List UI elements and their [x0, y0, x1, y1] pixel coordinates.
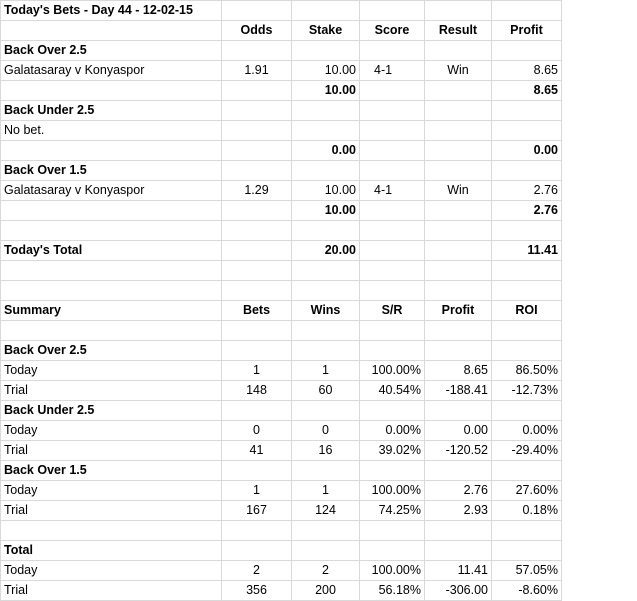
empty-cell[interactable]	[360, 121, 425, 141]
empty-cell[interactable]	[425, 401, 492, 421]
bets-cell[interactable]: 148	[222, 381, 292, 401]
empty-cell[interactable]	[425, 201, 492, 221]
bets-cell[interactable]: 1	[222, 361, 292, 381]
empty-cell[interactable]	[425, 461, 492, 481]
section-row	[1, 101, 562, 121]
bet-row	[1, 61, 562, 81]
empty-row	[1, 321, 562, 341]
wins-cell[interactable]: 124	[292, 501, 360, 521]
todays-total-row	[1, 241, 562, 261]
empty-cell[interactable]	[492, 321, 562, 341]
empty-cell[interactable]	[292, 281, 360, 301]
empty-cell[interactable]	[292, 161, 360, 181]
sr-cell[interactable]: 74.25%	[360, 501, 425, 521]
stake-cell[interactable]: 10.00	[292, 181, 360, 201]
empty-cell[interactable]	[360, 261, 425, 281]
profit-cell[interactable]: 8.65	[492, 61, 562, 81]
result-cell[interactable]: Win	[425, 61, 492, 81]
summary-section-name[interactable]: Back Over 2.5	[1, 341, 222, 361]
empty-row	[1, 281, 562, 301]
empty-cell[interactable]	[492, 401, 562, 421]
result-cell[interactable]: Win	[425, 181, 492, 201]
empty-cell[interactable]	[425, 81, 492, 101]
empty-cell[interactable]	[360, 81, 425, 101]
empty-cell[interactable]	[222, 121, 292, 141]
summary-section-name[interactable]: Back Over 1.5	[1, 461, 222, 481]
empty-cell[interactable]	[222, 1, 292, 21]
roi-cell[interactable]: 27.60%	[492, 481, 562, 501]
wins-cell[interactable]: 2	[292, 561, 360, 581]
section-name[interactable]: Back Over 2.5	[1, 41, 222, 61]
empty-cell[interactable]	[222, 521, 292, 541]
sr-cell[interactable]: 56.18%	[360, 581, 425, 601]
empty-cell[interactable]	[360, 161, 425, 181]
empty-cell[interactable]	[1, 21, 222, 41]
empty-cell[interactable]	[492, 121, 562, 141]
empty-cell[interactable]	[360, 281, 425, 301]
summary-today-row	[1, 421, 562, 441]
sr-cell[interactable]: 39.02%	[360, 441, 425, 461]
subtotal-stake[interactable]: 10.00	[292, 201, 360, 221]
profit-cell[interactable]: 0.00	[425, 421, 492, 441]
empty-cell[interactable]	[222, 41, 292, 61]
sheet-row	[1, 1, 562, 21]
empty-cell[interactable]	[222, 321, 292, 341]
empty-cell[interactable]	[425, 261, 492, 281]
empty-cell[interactable]	[425, 41, 492, 61]
sr-cell[interactable]: 0.00%	[360, 421, 425, 441]
section-row	[1, 161, 562, 181]
empty-cell[interactable]	[292, 521, 360, 541]
odds-cell[interactable]: 1.91	[222, 61, 292, 81]
row-label[interactable]: Today	[1, 561, 222, 581]
section-name[interactable]: Back Under 2.5	[1, 101, 222, 121]
empty-cell[interactable]	[222, 401, 292, 421]
subtotal-stake[interactable]: 0.00	[292, 141, 360, 161]
empty-cell[interactable]	[222, 101, 292, 121]
wins-cell[interactable]: 16	[292, 441, 360, 461]
empty-cell[interactable]	[360, 101, 425, 121]
empty-cell[interactable]	[222, 541, 292, 561]
empty-cell[interactable]	[425, 141, 492, 161]
empty-cell[interactable]	[492, 261, 562, 281]
empty-cell[interactable]	[1, 521, 222, 541]
sr-cell[interactable]: 100.00%	[360, 361, 425, 381]
roi-cell[interactable]: -8.60%	[492, 581, 562, 601]
sr-cell[interactable]: 100.00%	[360, 561, 425, 581]
summary-header-row	[1, 301, 562, 321]
subtotal-row	[1, 201, 562, 221]
empty-cell[interactable]	[1, 281, 222, 301]
profit-cell[interactable]: 8.65	[425, 361, 492, 381]
header-summary-profit[interactable]: Profit	[425, 301, 492, 321]
empty-cell[interactable]	[492, 1, 562, 21]
empty-cell[interactable]	[1, 201, 222, 221]
empty-cell[interactable]	[1, 221, 222, 241]
empty-cell[interactable]	[292, 1, 360, 21]
empty-cell[interactable]	[425, 521, 492, 541]
empty-cell[interactable]	[492, 341, 562, 361]
bets-cell[interactable]: 41	[222, 441, 292, 461]
empty-cell[interactable]	[360, 521, 425, 541]
wins-cell[interactable]: 1	[292, 481, 360, 501]
empty-cell[interactable]	[425, 241, 492, 261]
empty-cell[interactable]	[360, 241, 425, 261]
empty-cell[interactable]	[292, 321, 360, 341]
sheet-title[interactable]: Today's Bets - Day 44 - 12-02-15	[1, 1, 222, 21]
row-label[interactable]: Trial	[1, 441, 222, 461]
subtotal-row	[1, 81, 562, 101]
summary-today-row	[1, 481, 562, 501]
summary-trial-row	[1, 441, 562, 461]
empty-cell[interactable]	[222, 341, 292, 361]
empty-cell[interactable]	[292, 221, 360, 241]
stake-cell[interactable]: 10.00	[292, 61, 360, 81]
score-cell[interactable]: 4-1	[360, 61, 425, 81]
subtotal-stake[interactable]: 10.00	[292, 81, 360, 101]
match-cell[interactable]: Galatasaray v Konyaspor	[1, 61, 222, 81]
empty-cell[interactable]	[222, 281, 292, 301]
sr-cell[interactable]: 100.00%	[360, 481, 425, 501]
summary-trial-row	[1, 381, 562, 401]
empty-cell[interactable]	[292, 261, 360, 281]
empty-cell[interactable]	[360, 321, 425, 341]
empty-cell[interactable]	[222, 221, 292, 241]
empty-cell[interactable]	[1, 141, 222, 161]
profit-cell[interactable]: 2.76	[425, 481, 492, 501]
summary-section-name[interactable]: Back Under 2.5	[1, 401, 222, 421]
header-result[interactable]: Result	[425, 21, 492, 41]
summary-section-row	[1, 461, 562, 481]
no-bet-note[interactable]: No bet.	[1, 121, 222, 141]
header-profit[interactable]: Profit	[492, 21, 562, 41]
row-label[interactable]: Today	[1, 421, 222, 441]
bets-cell[interactable]: 167	[222, 501, 292, 521]
empty-row	[1, 521, 562, 541]
empty-cell[interactable]	[492, 101, 562, 121]
summary-today-row	[1, 561, 562, 581]
empty-cell[interactable]	[360, 41, 425, 61]
row-label[interactable]: Today	[1, 361, 222, 381]
header-stake[interactable]: Stake	[292, 21, 360, 41]
empty-cell[interactable]	[360, 201, 425, 221]
bets-cell[interactable]: 2	[222, 561, 292, 581]
empty-cell[interactable]	[360, 461, 425, 481]
profit-cell[interactable]: 2.93	[425, 501, 492, 521]
note-row	[1, 121, 562, 141]
empty-cell[interactable]	[425, 121, 492, 141]
empty-cell[interactable]	[425, 101, 492, 121]
profit-cell[interactable]: -188.41	[425, 381, 492, 401]
header-roi[interactable]: ROI	[492, 301, 562, 321]
summary-section-row	[1, 401, 562, 421]
wins-cell[interactable]: 1	[292, 361, 360, 381]
wins-cell[interactable]: 60	[292, 381, 360, 401]
summary-section-row	[1, 541, 562, 561]
empty-cell[interactable]	[425, 1, 492, 21]
subtotal-row	[1, 141, 562, 161]
empty-cell[interactable]	[425, 541, 492, 561]
bets-cell[interactable]: 356	[222, 581, 292, 601]
empty-cell[interactable]	[222, 161, 292, 181]
empty-cell[interactable]	[360, 401, 425, 421]
empty-cell[interactable]	[360, 221, 425, 241]
score-cell[interactable]: 4-1	[360, 181, 425, 201]
empty-cell[interactable]	[292, 461, 360, 481]
summary-title[interactable]: Summary	[1, 301, 222, 321]
wins-cell[interactable]: 0	[292, 421, 360, 441]
todays-total-profit[interactable]: 11.41	[492, 241, 562, 261]
section-row	[1, 41, 562, 61]
empty-cell[interactable]	[425, 341, 492, 361]
roi-cell[interactable]: 86.50%	[492, 361, 562, 381]
empty-cell[interactable]	[492, 281, 562, 301]
bets-header-row	[1, 21, 562, 41]
empty-cell[interactable]	[292, 121, 360, 141]
subtotal-profit[interactable]: 0.00	[492, 141, 562, 161]
odds-cell[interactable]: 1.29	[222, 181, 292, 201]
empty-cell[interactable]	[360, 141, 425, 161]
profit-cell[interactable]: -306.00	[425, 581, 492, 601]
empty-cell[interactable]	[1, 81, 222, 101]
header-bets[interactable]: Bets	[222, 301, 292, 321]
empty-cell[interactable]	[222, 461, 292, 481]
empty-cell[interactable]	[425, 221, 492, 241]
roi-cell[interactable]: 57.05%	[492, 561, 562, 581]
empty-cell[interactable]	[292, 101, 360, 121]
match-cell[interactable]: Galatasaray v Konyaspor	[1, 181, 222, 201]
todays-total-stake[interactable]: 20.00	[292, 241, 360, 261]
empty-row	[1, 261, 562, 281]
bets-cell[interactable]: 0	[222, 421, 292, 441]
summary-trial-row	[1, 581, 562, 601]
bets-cell[interactable]: 1	[222, 481, 292, 501]
subtotal-profit[interactable]: 2.76	[492, 201, 562, 221]
empty-cell[interactable]	[360, 541, 425, 561]
header-odds[interactable]: Odds	[222, 21, 292, 41]
empty-cell[interactable]	[222, 261, 292, 281]
empty-cell[interactable]	[222, 241, 292, 261]
profit-cell[interactable]: -120.52	[425, 441, 492, 461]
subtotal-profit[interactable]: 8.65	[492, 81, 562, 101]
summary-section-row	[1, 341, 562, 361]
todays-total-label[interactable]: Today's Total	[1, 241, 222, 261]
empty-cell[interactable]	[222, 201, 292, 221]
header-score[interactable]: Score	[360, 21, 425, 41]
bet-row	[1, 181, 562, 201]
empty-cell[interactable]	[492, 461, 562, 481]
empty-cell[interactable]	[492, 161, 562, 181]
empty-cell[interactable]	[360, 1, 425, 21]
empty-cell[interactable]	[292, 401, 360, 421]
roi-cell[interactable]: 0.00%	[492, 421, 562, 441]
summary-section-name[interactable]: Total	[1, 541, 222, 561]
row-label[interactable]: Trial	[1, 501, 222, 521]
wins-cell[interactable]: 200	[292, 581, 360, 601]
empty-cell[interactable]	[1, 321, 222, 341]
empty-cell[interactable]	[222, 81, 292, 101]
roi-cell[interactable]: 0.18%	[492, 501, 562, 521]
row-label[interactable]: Today	[1, 481, 222, 501]
row-label[interactable]: Trial	[1, 381, 222, 401]
header-sr[interactable]: S/R	[360, 301, 425, 321]
empty-cell[interactable]	[492, 41, 562, 61]
empty-cell[interactable]	[425, 321, 492, 341]
empty-row	[1, 221, 562, 241]
empty-cell[interactable]	[292, 541, 360, 561]
empty-cell[interactable]	[292, 341, 360, 361]
empty-cell[interactable]	[492, 541, 562, 561]
roi-cell[interactable]: -29.40%	[492, 441, 562, 461]
empty-cell[interactable]	[1, 261, 222, 281]
empty-cell[interactable]	[492, 221, 562, 241]
empty-cell[interactable]	[492, 521, 562, 541]
empty-cell[interactable]	[360, 341, 425, 361]
summary-trial-row	[1, 501, 562, 521]
header-wins[interactable]: Wins	[292, 301, 360, 321]
row-label[interactable]: Trial	[1, 581, 222, 601]
summary-today-row	[1, 361, 562, 381]
empty-cell[interactable]	[425, 281, 492, 301]
empty-cell[interactable]	[425, 161, 492, 181]
empty-cell[interactable]	[222, 141, 292, 161]
profit-cell[interactable]: 11.41	[425, 561, 492, 581]
profit-cell[interactable]: 2.76	[492, 181, 562, 201]
sr-cell[interactable]: 40.54%	[360, 381, 425, 401]
section-name[interactable]: Back Over 1.5	[1, 161, 222, 181]
empty-cell[interactable]	[292, 41, 360, 61]
roi-cell[interactable]: -12.73%	[492, 381, 562, 401]
